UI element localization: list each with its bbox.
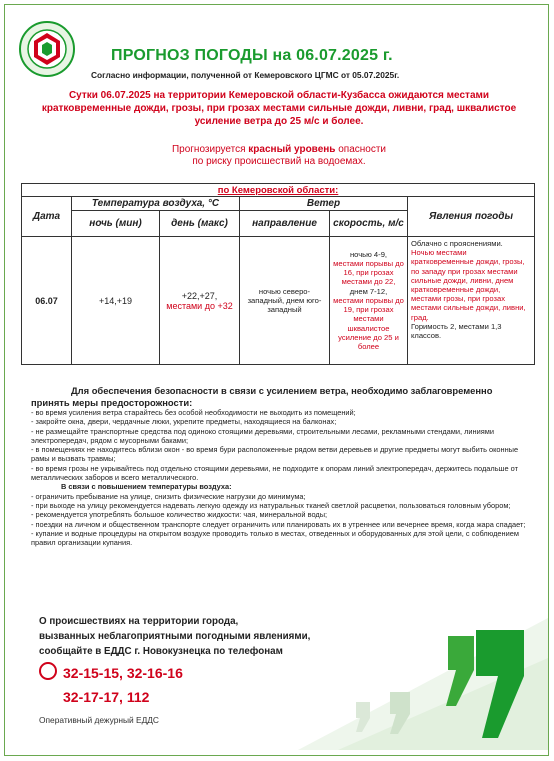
green-quote-decoration <box>298 610 548 755</box>
phen-cloud: Облачно с прояснениями. <box>411 239 503 248</box>
page-title: ПРОГНОЗ ПОГОДЫ на 06.07.2025 г. <box>111 47 393 64</box>
list-item: - купание и водные процедуры на открытом воздухе проводить только в местах, отведенных и оборудованных для этой цели, с соблюдением правил организации купания. <box>31 528 519 548</box>
cell-phenomena <box>408 237 535 365</box>
risk-line2: по риску происшествий на водоемах. <box>192 156 366 167</box>
region-header: по Кемеровской области: <box>22 184 535 197</box>
col-date: Дата <box>22 197 72 237</box>
speed-day-gusts: местами порывы до 19, при грозах местами шквалистое усиление до 25 и более <box>333 295 404 351</box>
safety-recommendations <box>31 385 527 547</box>
risk-level-note <box>29 144 529 168</box>
list-item: - во время грозы не укрывайтесь под отдельно стоящими деревьями, не подходите к опорам линий электропередач, держитесь подальше от металлических заборов и всего металлического. <box>31 463 518 483</box>
day-temp-local: местами до +32 <box>166 300 233 311</box>
list-item: - ограничить пребывание на улице, снизить физические нагрузки до минимума; <box>31 491 306 501</box>
forecast-page <box>4 4 549 756</box>
risk-prefix: Прогнозируется <box>171 144 249 155</box>
table-row <box>22 237 535 365</box>
contact-line: сообщайте в ЕДДС г. Новокузнецка по телефонам <box>39 646 283 657</box>
list-item: - в помещениях не находитесь вблизи окон - во время бури расположенные рядом ветви деревьев и другие предметы могут выбить оконные рамы и вызвать травмы; <box>31 445 519 464</box>
heat-section-title: В связи с повышением температуры воздуха: <box>61 482 232 492</box>
phone-numbers <box>39 661 183 709</box>
col-direction: направление <box>240 211 330 237</box>
speed-night-gusts: местами порывы до 16, при грозах местами до 22, <box>333 259 404 287</box>
col-speed: скорость, м/с <box>330 211 408 237</box>
list-item: - не размещайте транспортные средства под одиноко стоящими деревьями, строительными лесами, рекламными стендами, линиями электропередач, рядом с мусорными баками; <box>31 426 494 445</box>
list-item: - закройте окна, двери, чердачные люки, укрепите предметы, находящиеся на балконах; <box>31 417 337 427</box>
risk-suffix: опасности <box>335 144 387 155</box>
speed-night: ночью 4-9, <box>349 249 388 259</box>
weather-warning: Сутки 06.07.2025 на территории Кемеровской области-Кузбасса ожидаются местами кратковременные дожди, грозы, при грозах местами сильные дожди, ливни, град, шквалистое усиление ветра до 25 м/с и более. <box>41 90 517 127</box>
col-night: ночь (мин) <box>72 211 160 237</box>
duty-officer: Оперативный дежурный ЕДДС <box>39 715 159 725</box>
list-item: - во время усиления ветра старайтесь без особой необходимости не выходить из помещений; <box>31 408 356 417</box>
day-temp: +22,+27, <box>181 290 218 301</box>
contact-info <box>39 614 310 659</box>
forecast-table <box>21 183 535 365</box>
list-item: - при выходе на улицу рекомендуется надевать легкую одежду из натуральных тканей светлой расцветки, пользоваться головным убором; <box>31 500 511 510</box>
col-wind: Ветер <box>240 197 408 211</box>
risk-level: красный уровень <box>248 144 336 155</box>
cell-date: 06.07 <box>22 237 72 365</box>
safety-lead: Для обеспечения безопасности в связи с усилением ветра, необходимо заблаговременно принять меры предосторожности: <box>31 385 493 408</box>
speed-day: днем 7-12, <box>349 286 388 296</box>
contact-line: О происшествиях на территории города, <box>39 616 239 627</box>
contact-line: вызванных неблагоприятными погодными явлениями, <box>39 631 311 642</box>
source-note: Согласно информации, полученной от Кемеровского ЦГМС от 05.07.2025г. <box>91 70 400 80</box>
phone-line[interactable]: 32-17-17, 112 <box>63 689 150 705</box>
list-item: - поездки на личном и общественном транспорте следует ограничить или планировать их в утреннее или вечернее время, когда жара спадает; <box>31 519 526 529</box>
cell-speed <box>330 237 408 365</box>
phone-icon <box>39 662 57 680</box>
cell-day <box>160 237 240 365</box>
col-temperature: Температура воздуха, °С <box>72 197 240 211</box>
col-day: день (макс) <box>160 211 240 237</box>
cell-night: +14,+19 <box>72 237 160 365</box>
cell-direction: ночью северо-западный, днем юго-западный <box>240 237 330 365</box>
col-phenomena: Явления погоды <box>408 197 535 237</box>
phen-precip: Ночью местами кратковременные дожди, грозы, по западу при грозах местами сильные дожди, ливни, днем кратковременные дожди, местами грозы, при грозах местами сильные дожди, ливни, град. <box>411 248 526 322</box>
emblem-logo <box>19 21 75 77</box>
phen-fire: Горимость 2, местами 1,3 классов. <box>411 321 502 341</box>
phone-line[interactable]: 32-15-15, 32-16-16 <box>63 665 183 681</box>
list-item: - рекомендуется употреблять большое количество жидкости: чая, минеральной воды; <box>31 510 328 520</box>
